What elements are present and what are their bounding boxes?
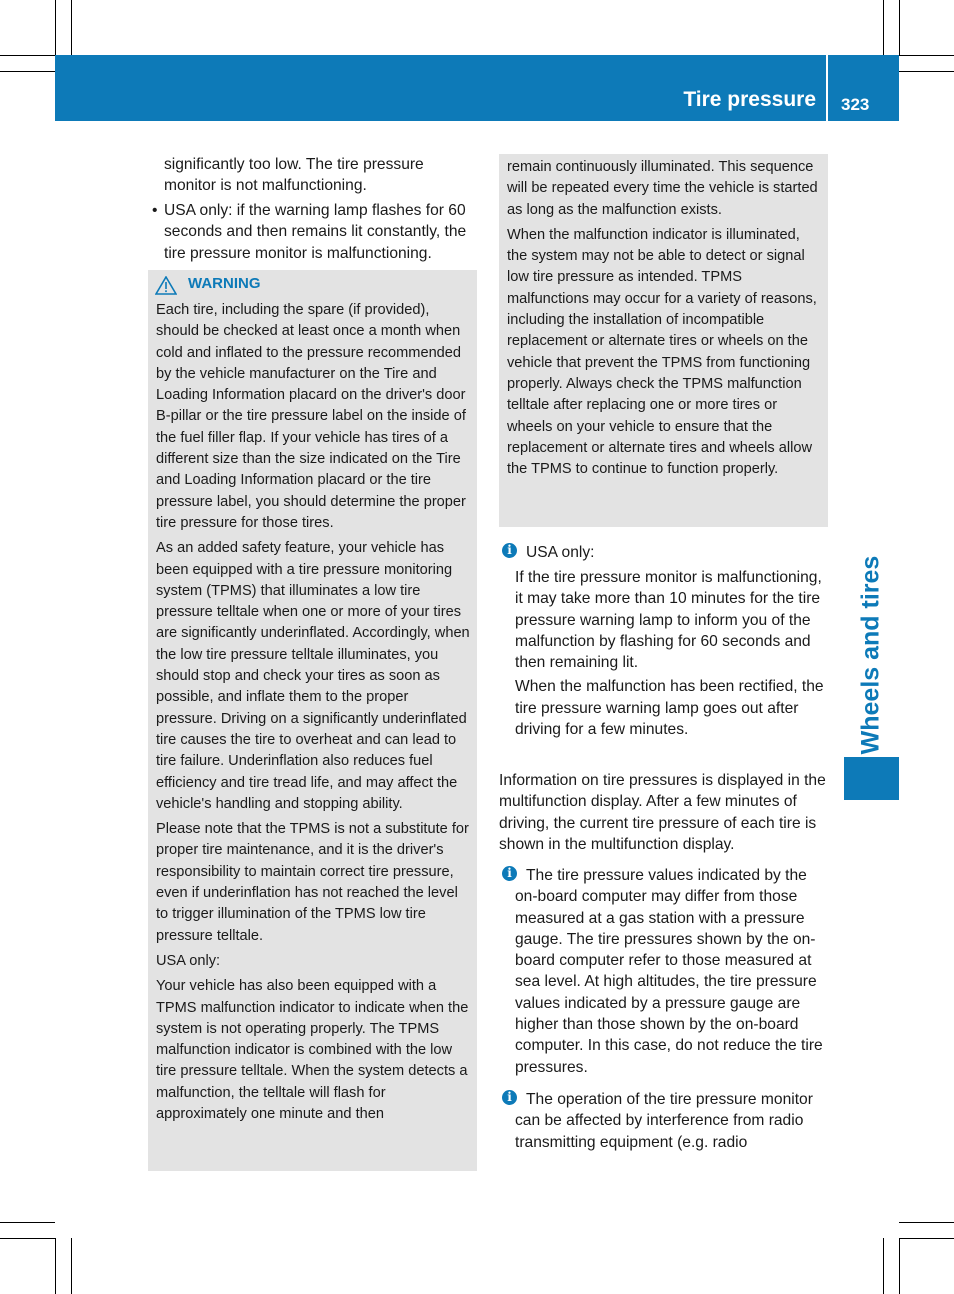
- warning-paragraph: As an added safety feature, your vehicle has been equipped with a tire pressure monitoring system (TPMS) that illuminates a low tire pressure telltale when one or more of your tires are significantly underinflated. Accordingly, when the low tire pressure telltale illuminates, you should stop and check your tires as soon as possible, and inflate them to the proper pressure. Driving on a significantly underinflated tire causes the tire to overheat and can lead to tire failure. Underinflation also reduces fuel efficiency and tire tread life, and may affect the vehicle's handling and stopping ability.: [156, 540, 470, 812]
- info-icon: i: [502, 1090, 517, 1105]
- crop-mark: [0, 1222, 55, 1223]
- note-text: The operation of the tire pressure monitor can be affected by interference from radio transmitting equipment (e.g. radio: [515, 1091, 813, 1151]
- warning-paragraph: USA only:: [156, 952, 221, 969]
- warning-paragraph: remain continuously illuminated. This sequence will be repeated every time the vehicle is started as long as the malfunction exists.: [507, 159, 818, 218]
- note-usa-only-body: [515, 567, 829, 740]
- note-pressure-values: [515, 865, 829, 1078]
- crop-mark: [55, 1238, 56, 1294]
- page-title: Tire pressure: [683, 88, 816, 111]
- warning-triangle-icon: [155, 276, 177, 295]
- info-icon: i: [502, 866, 517, 881]
- section-tab-label: Wheels and tires: [856, 555, 885, 755]
- header-divider: [826, 55, 828, 121]
- page-number: 323: [841, 95, 870, 114]
- note-title: USA only:: [526, 544, 595, 561]
- crop-mark: [883, 0, 884, 55]
- crop-mark: [0, 1238, 55, 1239]
- paragraph-text: Information on tire pressures is displayed in the multifunction display. After a few minutes of driving, the current tire pressure of each tire is shown in the multifunction display.: [499, 772, 826, 853]
- warning-paragraph: Please note that the TPMS is not a substitute for proper tire maintenance, and it is the driver's responsibility to maintain correct tire pressure, even if underinflation has not reached the level to trigger illumination of the TPMS low tire pressure telltale.: [156, 821, 469, 944]
- crop-mark: [899, 1238, 900, 1294]
- crop-mark: [883, 1238, 884, 1294]
- warning-paragraph: When the malfunction indicator is illuminated, the system may not be able to detect or signal low tire pressure as intended. TPMS malfunctions may occur for a variety of reasons, including the installation of incompatible replacement or alternate tires or wheels on the vehicle that prevent the TPMS from functioning properly. Always check the TPMS malfunction telltale after replacing one or more tires or wheels on your vehicle to ensure that the replacement or alternate tires and wheels allow the TPMS to continue to function properly.: [507, 226, 817, 478]
- warning-heading: WARNING: [188, 275, 261, 292]
- crop-mark: [0, 71, 55, 72]
- warning-paragraph: Each tire, including the spare (if provided), should be checked at least once a month when cold and inflated to the pressure recommended by the vehicle manufacturer on the Tire and Loading Information placard on the driver's door B-pillar or the tire pressure label on the inside of the fuel filler flap. If your vehicle has tires of a different size than the size indicated on the Tire and Loading Information placard or the tire pressure label, you should determine the proper tire pressure for those tires.: [156, 302, 466, 531]
- crop-mark: [899, 0, 900, 55]
- crop-mark: [899, 71, 954, 72]
- note-usa-only: [526, 542, 826, 563]
- crop-mark: [71, 1238, 72, 1294]
- note-paragraph: If the tire pressure monitor is malfunctioning, it may take more than 10 minutes for the tire pressure warning lamp to inform you of the malfunction by flashing for 60 seconds and then remaining lit.: [515, 569, 822, 672]
- crop-mark: [55, 0, 56, 55]
- bullet-text: USA only: if the warning lamp flashes for 60 seconds and then remains lit constantly, the tire pressure monitor is malfunctioning.: [164, 202, 467, 262]
- note-text: The tire pressure values indicated by the on-board computer may differ from those measured at a gas station with a pressure gauge. The tire pressures shown by the on-board computer refer to those measured at sea level. At high altitudes, the tire pressure values indicated by a pressure gauge are higher than those shown by the on-board computer. In this case, do not reduce the tire pressures.: [515, 867, 823, 1076]
- intro-continuation: [164, 154, 476, 197]
- intro-text: significantly too low. The tire pressure monitor is not malfunctioning.: [164, 156, 424, 195]
- warning-continued-body: [507, 157, 822, 480]
- crop-mark: [71, 0, 72, 55]
- crop-mark: [899, 1222, 954, 1223]
- warning-body: [156, 300, 470, 1125]
- note-interference: [515, 1089, 829, 1153]
- crop-mark: [899, 1238, 954, 1239]
- crop-mark: [899, 55, 954, 56]
- info-icon: i: [502, 543, 517, 558]
- section-tab: [844, 757, 899, 800]
- crop-mark: [0, 55, 55, 56]
- warning-paragraph: Your vehicle has also been equipped with a TPMS malfunction indicator to indicate when the system is not operating properly. The TPMS malfunction indicator is combined with the low tire pressure telltale. When the system detects a malfunction, the telltale will flash for approximately one minute and then: [156, 978, 469, 1122]
- note-paragraph: When the malfunction has been rectified, the tire pressure warning lamp goes out after driving for a few minutes.: [515, 678, 824, 739]
- info-paragraph: [499, 770, 830, 855]
- bullet-mark: •: [152, 202, 158, 219]
- bullet-item: [152, 200, 478, 264]
